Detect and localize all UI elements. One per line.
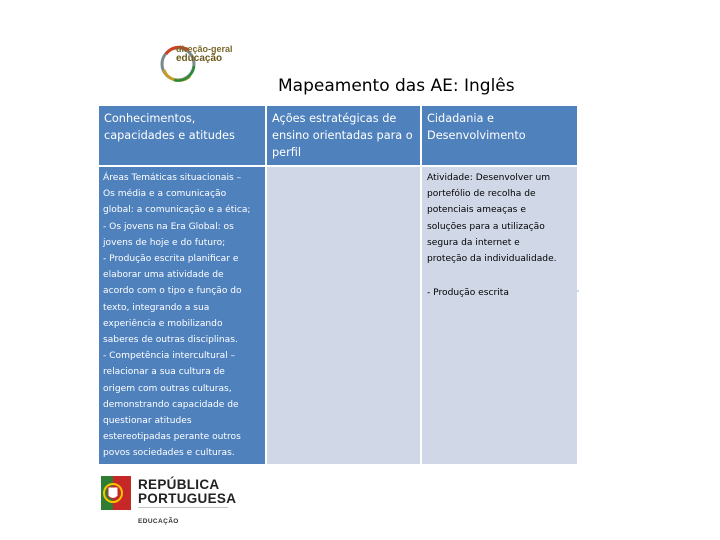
- republica-divider: [138, 507, 228, 508]
- conhecimentos-line: origem com outras culturas,: [103, 383, 232, 394]
- cidadania-line: Atividade: Desenvolver um: [427, 173, 551, 183]
- conhecimentos-line: global: a comunicação e a ética;: [103, 205, 251, 216]
- cidadania-activity: [427, 170, 573, 267]
- conhecimentos-line: jovens de hoje e do futuro;: [103, 237, 226, 248]
- cidadania-extra: - Produção escrita: [427, 288, 509, 299]
- dge-logo-line2: educação: [176, 53, 223, 64]
- cidadania-line: segura da internet e: [427, 237, 520, 248]
- conhecimentos-line: Áreas Temáticas situacionais –: [103, 173, 242, 183]
- decorative-dot: [577, 290, 579, 292]
- conhecimentos-line: experiência e mobilizando: [103, 318, 223, 329]
- page-title: Mapeamento das AE: Inglês: [278, 76, 515, 96]
- cidadania-line: soluções para a utilização: [427, 221, 545, 232]
- cell-conhecimentos: [99, 167, 265, 464]
- cell-cidadania: [422, 167, 577, 464]
- conhecimentos-line: povos sociedades e culturas.: [103, 448, 235, 459]
- header-acoes-estrategicas: Ações estratégicas de ensino orientadas para o perfil: [267, 106, 420, 165]
- cidadania-line: portefólio de recolha de: [427, 189, 536, 200]
- conhecimentos-line: - Competência intercultural –: [103, 351, 236, 362]
- cidadania-line: proteção da individualidade.: [427, 254, 557, 265]
- acoes-text: [267, 167, 420, 170]
- conhecimentos-line: elaborar uma atividade de: [103, 270, 224, 281]
- republica-line2: PORTUGUESA: [138, 491, 237, 506]
- dge-logo-line1: direção-geral: [176, 44, 233, 54]
- conhecimentos-line: estereotipadas perante outros: [103, 432, 241, 443]
- republica-sub: EDUCAÇÃO: [138, 518, 179, 525]
- conhecimentos-line: - Os jovens na Era Global: os: [103, 221, 234, 232]
- cell-acoes-estrategicas: [267, 167, 420, 464]
- conhecimentos-line: texto, integrando a sua: [103, 302, 210, 313]
- conhecimentos-line: saberes de outras disciplinas.: [103, 335, 238, 346]
- conhecimentos-line: - Produção escrita planificar e: [103, 254, 239, 265]
- ae-mapping-table: [99, 106, 577, 464]
- header-conhecimentos: Conhecimentos, capacidades e atitudes: [99, 106, 265, 165]
- conhecimentos-line: Os média e a comunicação: [103, 189, 227, 200]
- header-cidadania: Cidadania e Desenvolvimento: [422, 106, 577, 165]
- republica-logo-text: [138, 478, 236, 525]
- conhecimentos-line: questionar atitudes: [103, 416, 192, 427]
- republica-line1: REPÚBLICA: [138, 477, 220, 492]
- republica-emblem-icon: [101, 476, 131, 510]
- conhecimentos-line: relacionar a sua cultura de: [103, 367, 225, 378]
- conhecimentos-line: acordo com o tipo e função do: [103, 286, 242, 297]
- dge-logo-text: [176, 44, 233, 64]
- conhecimentos-text: [103, 170, 262, 462]
- cidadania-line: potenciais ameaças e: [427, 205, 526, 216]
- conhecimentos-line: demonstrando capacidade de: [103, 399, 239, 410]
- cidadania-text: [422, 167, 577, 301]
